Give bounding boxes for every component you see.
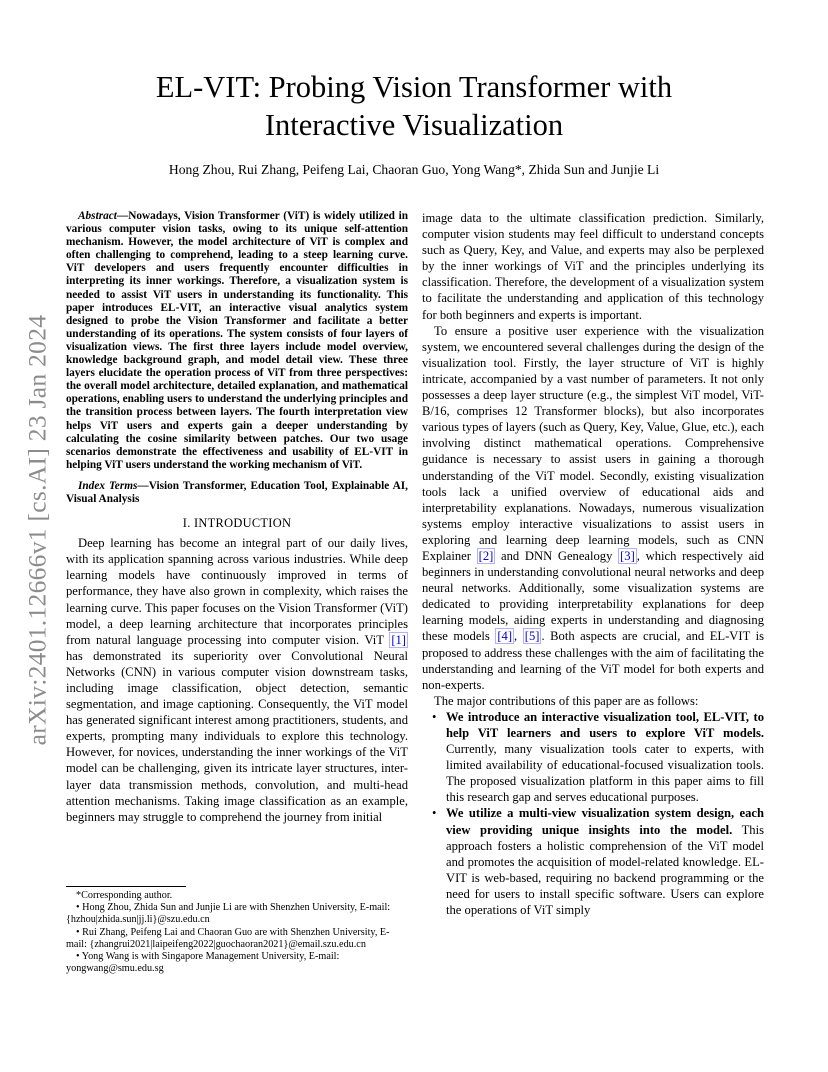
contribution-highlight: We introduce an interactive visualization tool, EL-VIT, to help ViT learners and users to explore ViT models. (446, 709, 764, 740)
footnote-rule (66, 886, 186, 887)
contributions-intro: The major contributions of this paper are as follows: (434, 693, 699, 708)
index-terms (66, 480, 408, 506)
footnote: • Yong Wang is with Singapore Management University, E-mail: yongwang@smu.edu.sg (66, 951, 340, 975)
arxiv-id: arXiv:2401.12666v1 [cs.AI] 23 Jan 2024 (22, 314, 52, 746)
author-list: Hong Zhou, Rui Zhang, Peifeng Lai, Chaoran Guo, Yong Wang*, Zhida Sun and Junjie Li (168, 162, 660, 177)
left-column (66, 210, 408, 825)
title-line-1: EL-VIT: Probing Vision Transformer with (155, 70, 673, 104)
intro-paragraph-1: Deep learning has become an integral part of our daily lives, with its application spanning across various industries. While deep learning models have continuously improved in terms of performance, they have also grown in complexity, which raises the learning curve. This paper focuses on the Vision Transformer (ViT) model, a deep learning architecture that incorporates principles from natural language processing into computer vision. ViT [1] has demonstrated its superiority over Convolutional Neural Networks (CNN) in various computer vision downstream tasks, including image classification, object detection, semantic segmentation, and image captioning. Consequently, the ViT model has generated significant interest among practitioners, students, and experts, prompting many individuals to explore this technology. However, for novices, understanding the inner workings of the ViT model can be challenging, given its intricate layer structures, inter-layer data transmission methods, convolution, and multi-head attention mechanisms. Taking image classification as an example, beginners may struggle to comprehend the journey from initial (66, 536, 408, 824)
abstract-label: Abstract (78, 210, 117, 222)
footnote: • Rui Zhang, Peifeng Lai and Chaoran Guo are with Shenzhen University, E-mail: {zhangrui2021|laipeifeng2022|guochaoran2021}@email.szu.edu.cn (66, 926, 390, 950)
citation-link[interactable]: [5] (524, 629, 540, 644)
citation-link[interactable]: [1] (391, 632, 406, 647)
list-item: • We introduce an interactive visualization tool, EL-VIT, to help ViT learners and users to explore ViT models. Currently, many visualization tools cater to experts, with limited availability of educational-focused visualization tools. The proposed visualization platform in this paper aims to fill this research gap and serves educational purposes. (446, 709, 764, 806)
citation-link[interactable]: [3] (620, 548, 635, 563)
footnote: • Hong Zhou, Zhida Sun and Junjie Li are with Shenzhen University, E-mail: {hzhou|zhida.sun|jj.li}@szu.edu.cn (66, 902, 391, 926)
index-terms-label: Index Terms (78, 479, 138, 492)
footnotes (66, 886, 408, 975)
contribution-highlight: We utilize a multi-view visualization system design, each view providing unique insights into the model. (446, 806, 764, 837)
footnote: *Corresponding author. (76, 890, 173, 901)
intro-paragraph-2: image data to the ultimate classification prediction. Similarly, computer vision students may feel difficult to understand concepts such as Query, Key, and Value, and experts may also be perplexed by the inner workings of ViT and the principles underlying its classification. Therefore, the development of a visualization system to facilitate the understanding and application of this technology for both beginners and experts is important. (422, 211, 764, 322)
list-item: • We utilize a multi-view visualization system design, each view providing unique insights into the model. This approach fosters a holistic comprehension of the ViT model and promotes the acquisition of model-related knowledge. EL-VIT is web-based, requiring no backend programming or the need for users to install specific software. Users can explore the operations of ViT simply (446, 805, 764, 918)
section-heading-introduction: I. INTRODUCTION (182, 516, 292, 531)
abstract (66, 210, 408, 472)
right-column (422, 210, 764, 918)
paper-title (90, 68, 738, 144)
intro-paragraph-3: To ensure a positive user experience with the visualization system, we encountered several challenges during the design of the visualization tool. Firstly, the layer structure of ViT is highly intricate, accompanied by a vast number of parameters. It not only possesses a deep layer structure (e.g., the simplest ViT model, ViT-B/16, comprises 12 Transformer blocks), but also incorporates various types of layers (such as Query, Key, Value, Glue, etc.), each involving distinct mathematical operations. Comprehensive guidance is necessary to assist users in gaining a thorough understanding of the ViT model. Secondly, existing visualization tools lack a unified overview of educational aids and interpretability explanations. Nowadays, numerous visualization systems employ interactive visualizations to assist users in exploring and learning deep learning models, such as CNN Explainer [2] and DNN Genealogy [3] , which respectively aid beginners in understanding convolutional neural networks and deep neural networks. Additionally, some visualization systems are dedicated to providing interpretability explanations for deep learning models, aiding experts in understanding and diagnosing these models [4] , [5] . Both aspects are crucial, and EL-VIT is proposed to address these challenges with the aim of facilitating the understanding and learning of the ViT model for both experts and non-experts. (422, 323, 764, 692)
citation-link[interactable]: [2] (478, 548, 494, 563)
contributions-list (422, 709, 764, 918)
arxiv-watermark (20, 300, 54, 760)
citation-link[interactable]: [4] (497, 629, 513, 644)
title-line-2: Interactive Visualization (264, 108, 564, 142)
abstract-text: —Nowadays, Vision Transformer (ViT) is widely utilized in various computer vision tasks, owing to its unique self-attention mechanism. However, the model architecture of ViT is complex and often challenging to comprehend, leading to a steep learning curve. ViT developers and users frequently encounter difficulties in interpreting its inner workings. Therefore, a visualization system is needed to assist ViT users in understanding its functionality. This paper introduces EL-VIT, an interactive visual analytics system designed to probe the Vision Transformer and facilitate a better understanding of its operations. The system consists of four layers of visualization views. The first three layers include model overview, knowledge background graph, and model detail view. These three layers elucidate the operation process of ViT from three perspectives: the overall model architecture, detailed explanation, and mathematical operations, enabling users to understand the underlying principles and the transition process between layers. The fourth interpretation view helps ViT users and experts gain a deeper understanding by calculating the cosine similarity between patches. Our two usage scenarios demonstrate the effectiveness and usability of EL-VIT in helping ViT users understand the working mechanism of ViT. (66, 210, 408, 471)
index-terms-text: —Vision Transformer, Education Tool, Explainable AI, Visual Analysis (66, 479, 408, 505)
